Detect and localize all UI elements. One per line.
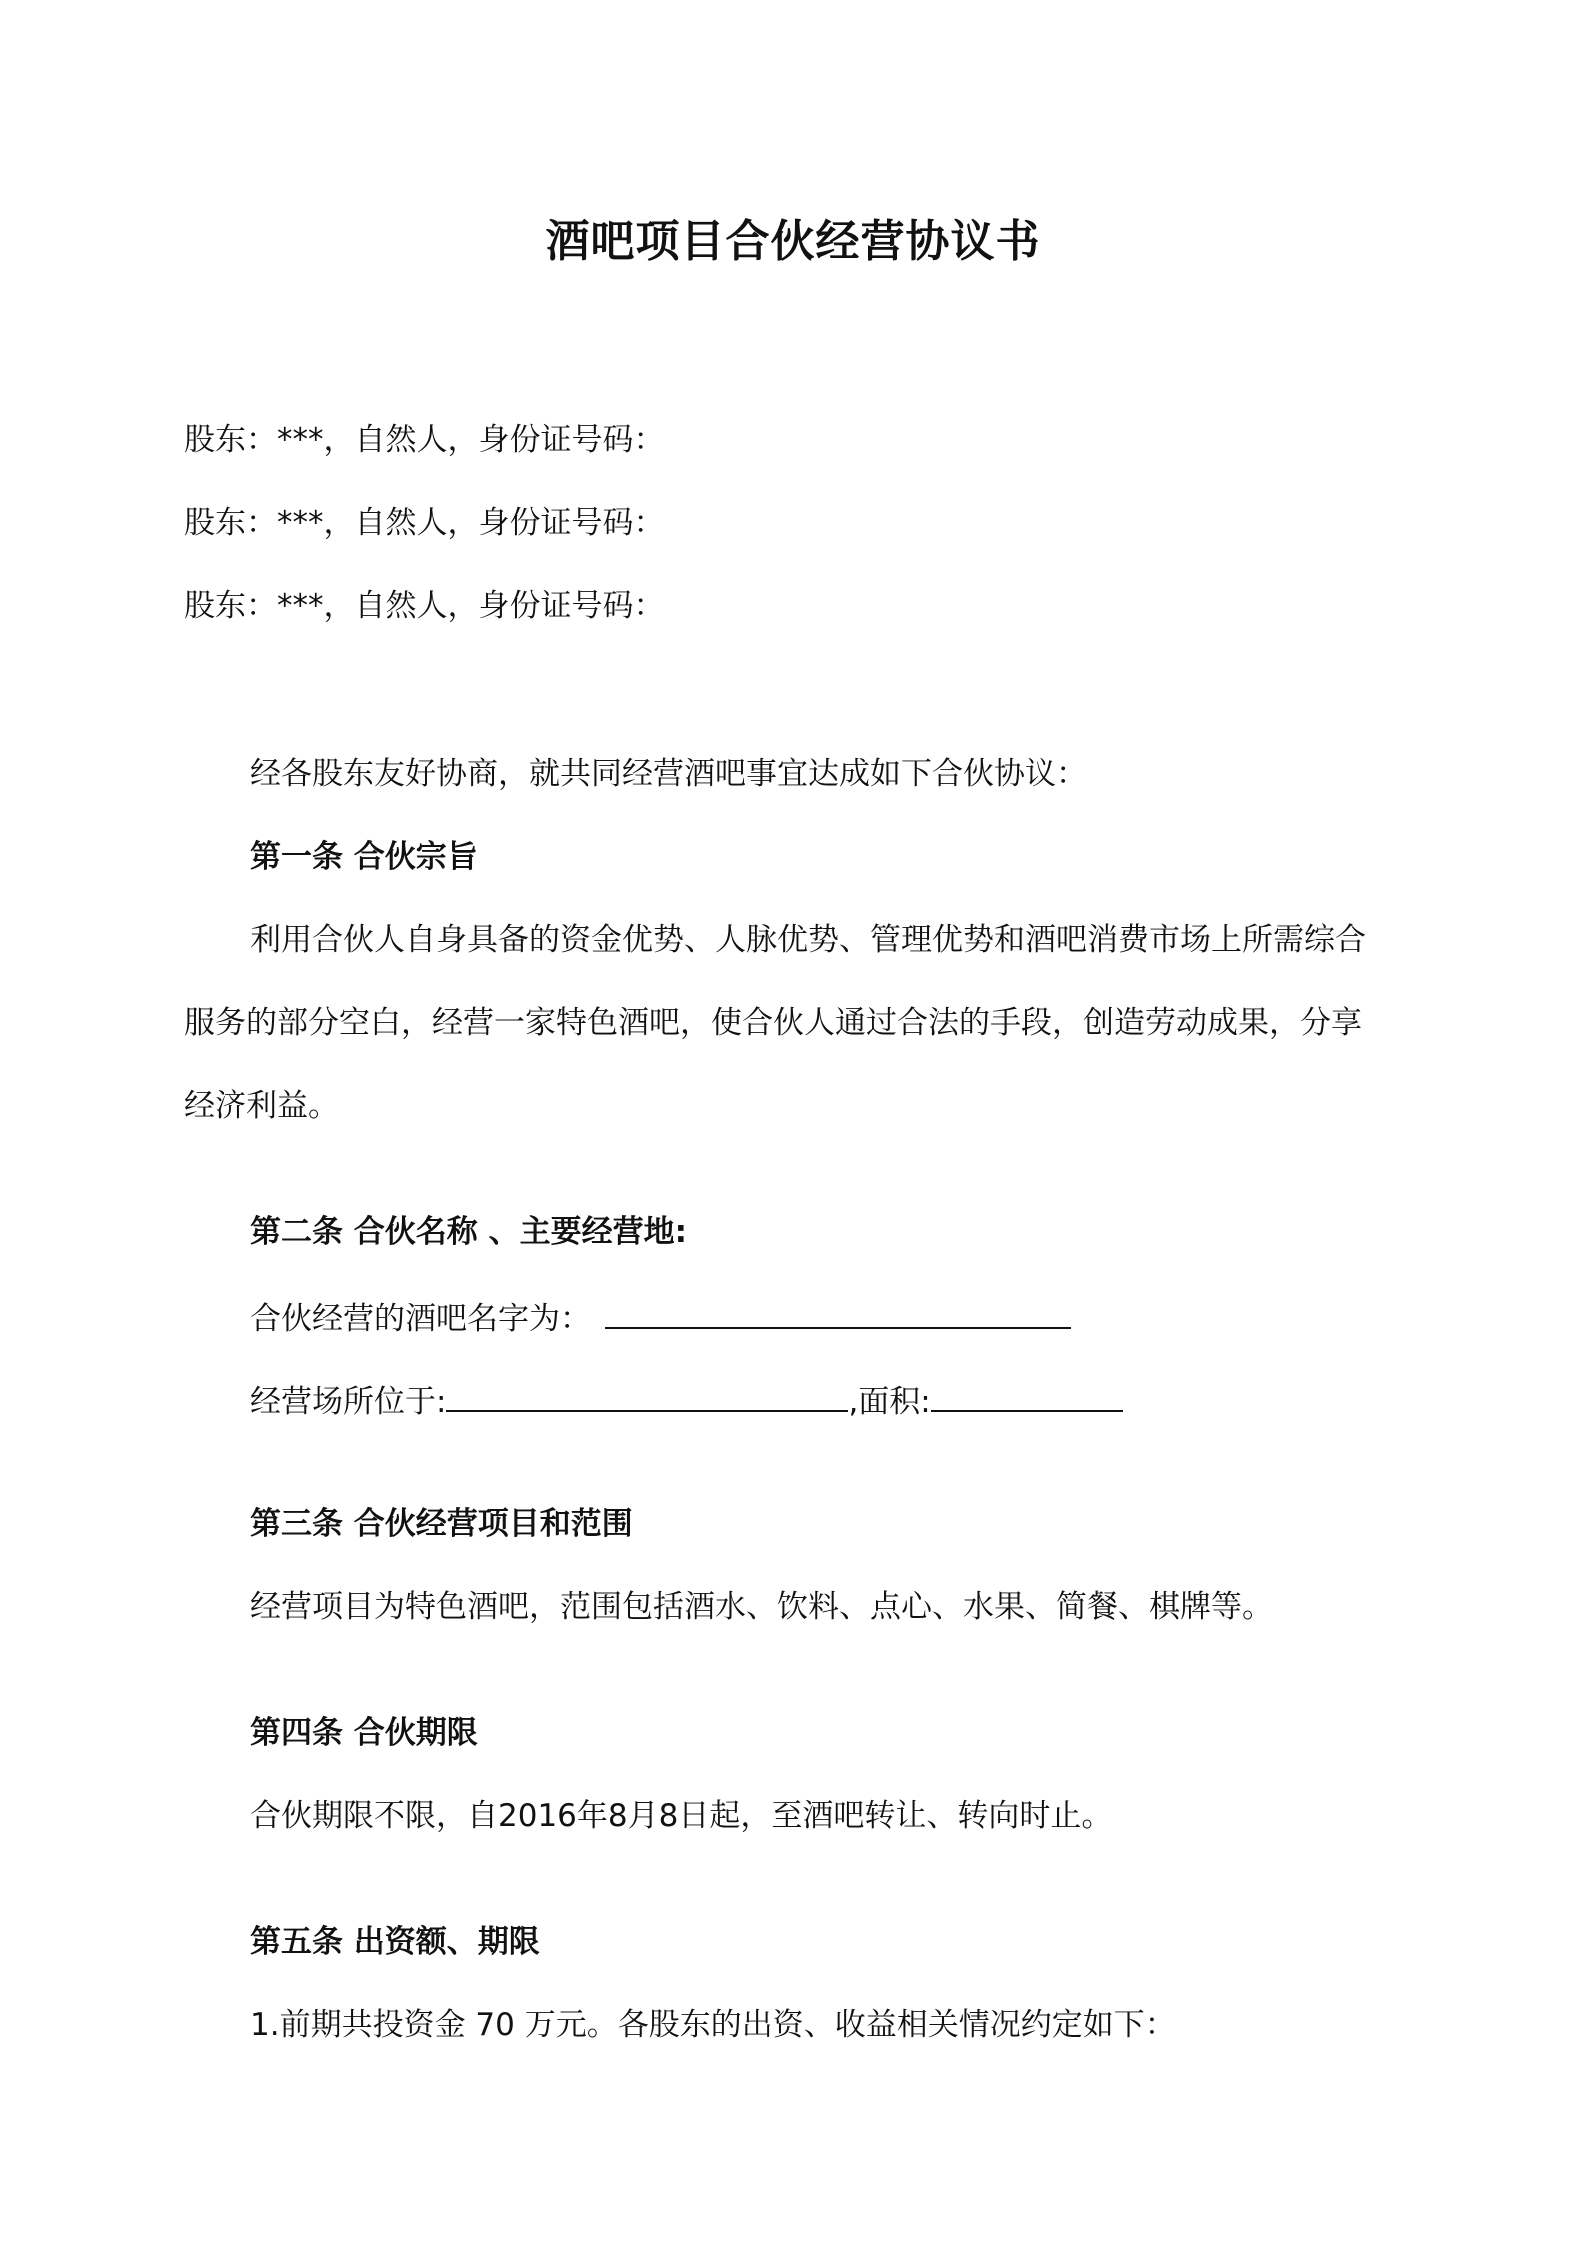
intro-paragraph: 经各股东友好协商，就共同经营酒吧事宜达成如下合伙协议： — [250, 756, 1087, 792]
document-title: 酒吧项目合伙经营协议书 — [545, 216, 1041, 267]
shareholder-line-3: 股东：***，自然人，身份证号码： — [184, 588, 665, 624]
article-4-heading: 第四条 合伙期限 — [250, 1715, 478, 1751]
area-blank — [931, 1376, 1123, 1412]
article-1-heading: 第一条 合伙宗旨 — [250, 839, 478, 875]
location-blank — [446, 1376, 848, 1412]
article-3-text: 经营项目为特色酒吧，范围包括酒水、饮料、点心、水果、简餐、棋牌等。 — [250, 1589, 1273, 1625]
bar-name-label: 合伙经营的酒吧名字为： — [250, 1301, 591, 1337]
article-4-text: 合伙期限不限，自2016年8月8日起，至酒吧转让、转向时止。 — [250, 1798, 1113, 1834]
article-2-heading: 第二条 合伙名称 、主要经营地: — [250, 1214, 687, 1250]
article-2-name-line — [250, 1293, 1071, 1341]
article-1-line-1: 利用合伙人自身具备的资金优势、人脉优势、管理优势和酒吧消费市场上所需综合 — [250, 922, 1366, 958]
location-label: 经营场所位于: — [250, 1384, 447, 1420]
article-1-line-2: 服务的部分空白，经营一家特色酒吧，使合伙人通过合法的手段，创造劳动成果，分享 — [184, 1005, 1362, 1041]
article-1-line-3: 经济利益。 — [184, 1088, 339, 1124]
shareholder-line-2: 股东：***，自然人，身份证号码： — [184, 505, 665, 541]
bar-name-blank — [605, 1293, 1071, 1329]
article-3-heading: 第三条 合伙经营项目和范围 — [250, 1506, 633, 1542]
article-5-heading: 第五条 出资额、期限 — [250, 1924, 540, 1960]
shareholder-line-1: 股东：***，自然人，身份证号码： — [184, 422, 665, 458]
article-5-text: 1.前期共投资金 70 万元。各股东的出资、收益相关情况约定如下： — [250, 2007, 1176, 2043]
area-label: ,面积: — [848, 1384, 931, 1420]
article-2-location-line — [250, 1376, 1123, 1424]
